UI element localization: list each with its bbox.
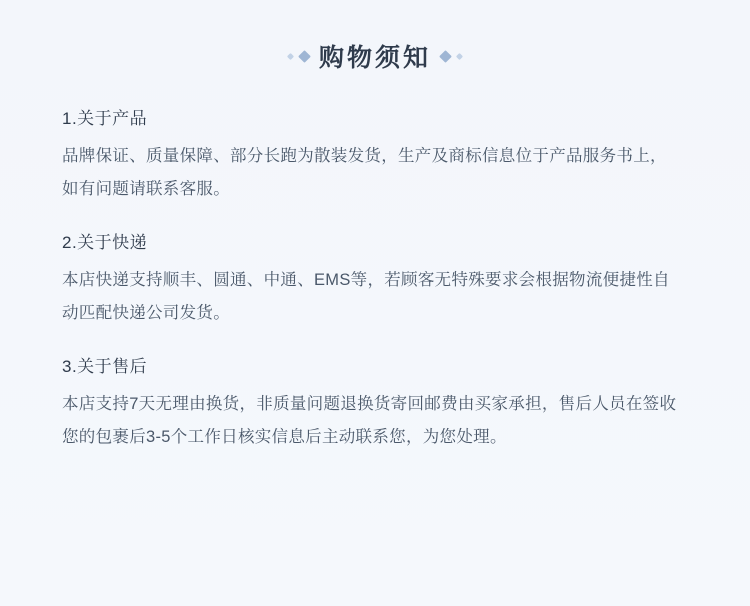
diamond-ornament-right-icon [441, 52, 462, 61]
section-heading: 3.关于售后 [62, 357, 148, 376]
section-body: 本店支持7天无理由换货，非质量问题退换货寄回邮费由买家承担，售后人员在签收您的包裹后3-5个工作日核实信息后主动联系您，为您处理。 [62, 395, 677, 446]
page-title: 购物须知 [318, 44, 431, 72]
section-heading: 2.关于快递 [62, 233, 148, 252]
page-title-row [0, 0, 750, 74]
section-body: 本店快递支持顺丰、圆通、中通、EMS等，若顾客无特殊要求会根据物流便捷性自动匹配快递公司发货。 [62, 271, 670, 322]
diamond-ornament-left-icon [288, 52, 309, 61]
section-heading: 1.关于产品 [62, 109, 148, 128]
notice-section-product [62, 104, 688, 206]
section-body: 品牌保证、质量保障、部分长跑为散装发货，生产及商标信息位于产品服务书上，如有问题请联系客服。 [62, 147, 667, 198]
notice-section-shipping [62, 228, 688, 330]
notice-section-after-sales [62, 352, 688, 454]
notice-content [0, 74, 750, 454]
